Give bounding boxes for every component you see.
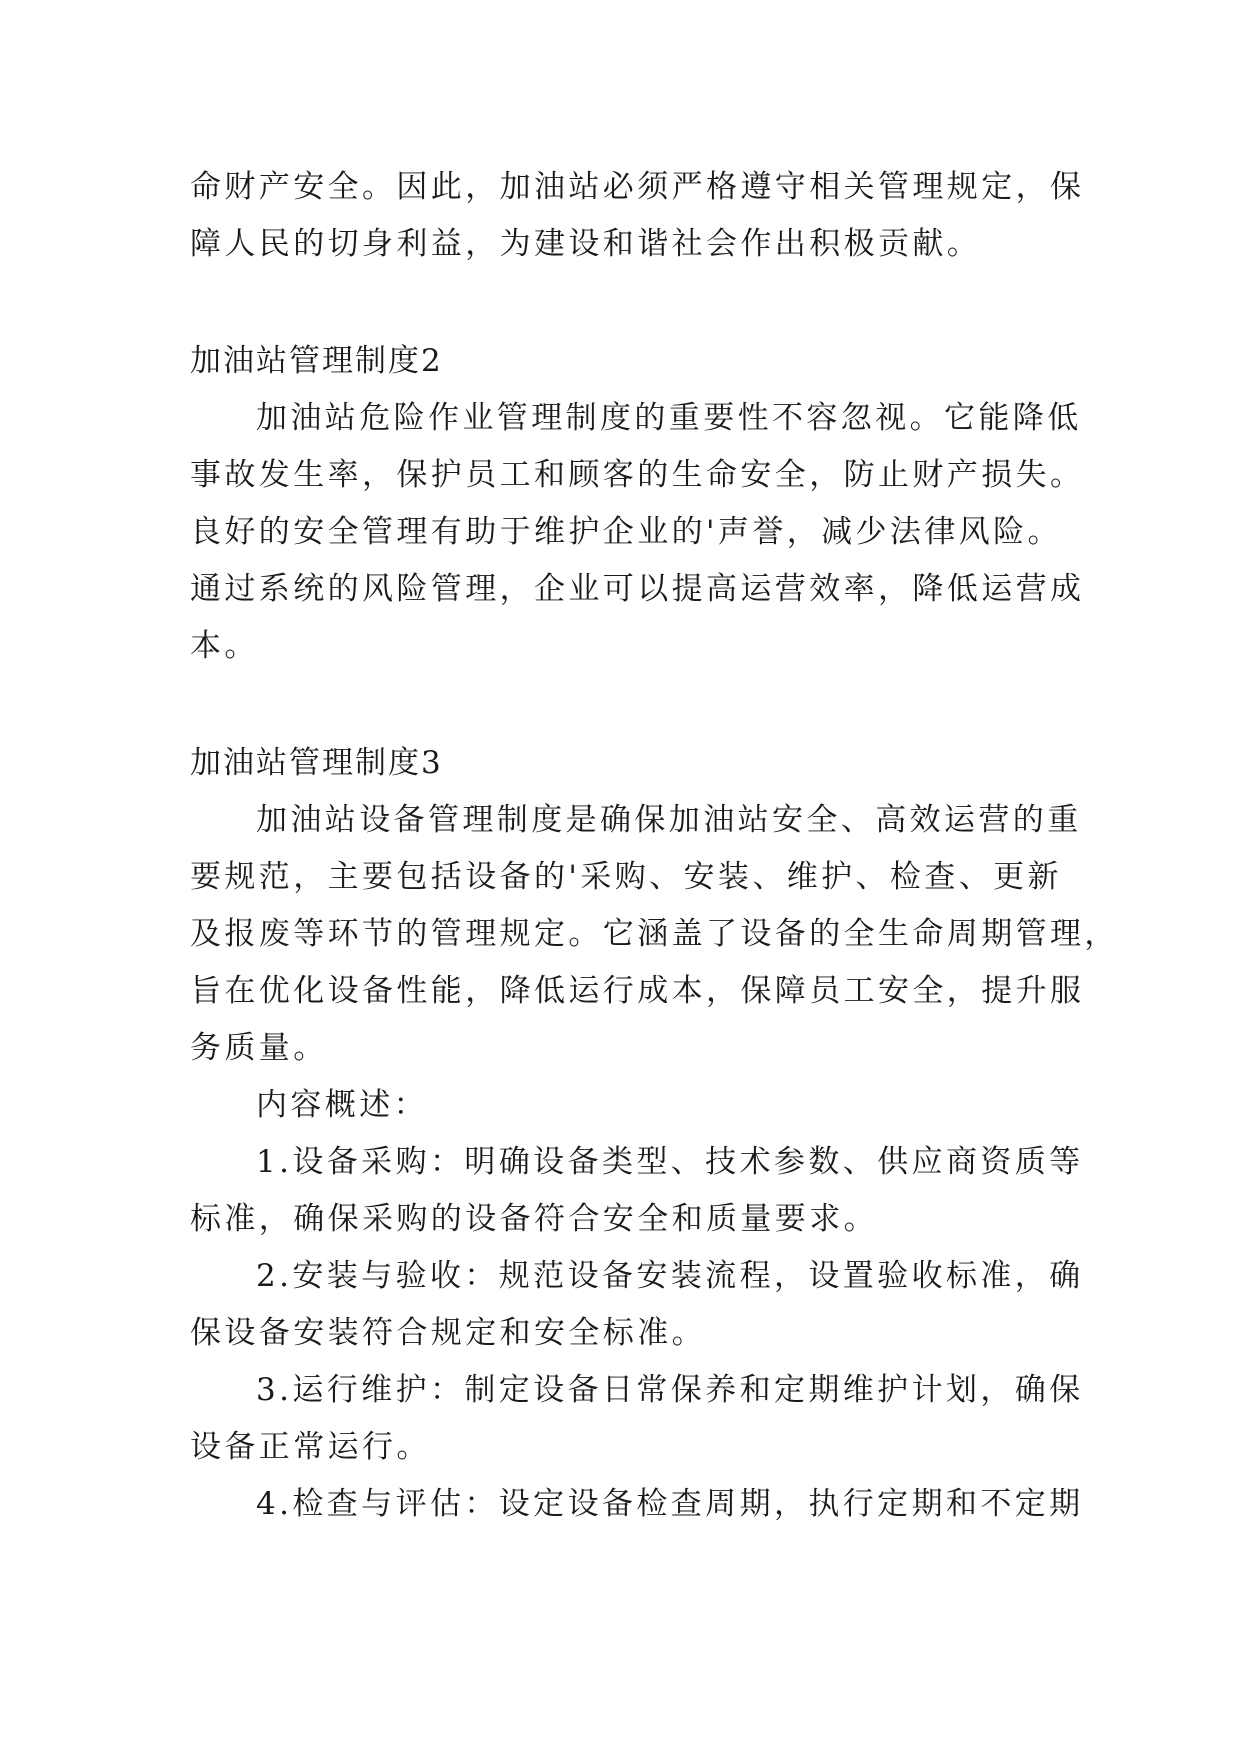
section-heading: 加油站管理制度2 [190,343,443,379]
paragraph-line: 旨在优化设备性能，降低运行成本，保障员工安全，提升服 [190,973,1085,1009]
list-item-line: 2.安装与验收：规范设备安装流程，设置验收标准，确 [256,1258,1084,1294]
section-heading: 加油站管理制度3 [190,745,443,781]
list-item-line: 设备正常运行。 [190,1429,431,1465]
list-item-line: 保设备安装符合规定和安全标准。 [190,1315,706,1351]
paragraph-line: 要规范，主要包括设备的'采购、安装、维护、检查、更新 [190,859,1062,895]
paragraph-line: 命财产安全。因此，加油站必须严格遵守相关管理规定，保 [190,169,1085,205]
paragraph-line: 务质量。 [190,1030,328,1066]
paragraph-line: 内容概述： [256,1087,428,1123]
paragraph-line: 障人民的切身利益，为建设和谐社会作出积极贡献。 [190,226,982,262]
paragraph-line: 加油站危险作业管理制度的重要性不容忽视。它能降低 [256,400,1082,436]
paragraph-line: 良好的安全管理有助于维护企业的'声誉，减少法律风险。 [190,514,1062,550]
list-item-line: 标准，确保采购的设备符合安全和质量要求。 [190,1201,878,1237]
paragraph-line: 本。 [190,628,259,664]
paragraph-line: 事故发生率，保护员工和顾客的生命安全，防止财产损失。 [190,457,1085,493]
paragraph-line: 通过系统的风险管理，企业可以提高运营效率，降低运营成 [190,571,1085,607]
paragraph-line: 加油站设备管理制度是确保加油站安全、高效运营的重 [256,802,1082,838]
list-item-line: 1.设备采购：明确设备类型、技术参数、供应商资质等 [256,1144,1084,1180]
paragraph-line: 及报废等环节的管理规定。它涵盖了设备的全生命周期管理， [190,916,1119,952]
list-item-line: 3.运行维护：制定设备日常保养和定期维护计划，确保 [256,1372,1084,1408]
list-item-line: 4.检查与评估：设定设备检查周期，执行定期和不定期 [256,1486,1084,1522]
